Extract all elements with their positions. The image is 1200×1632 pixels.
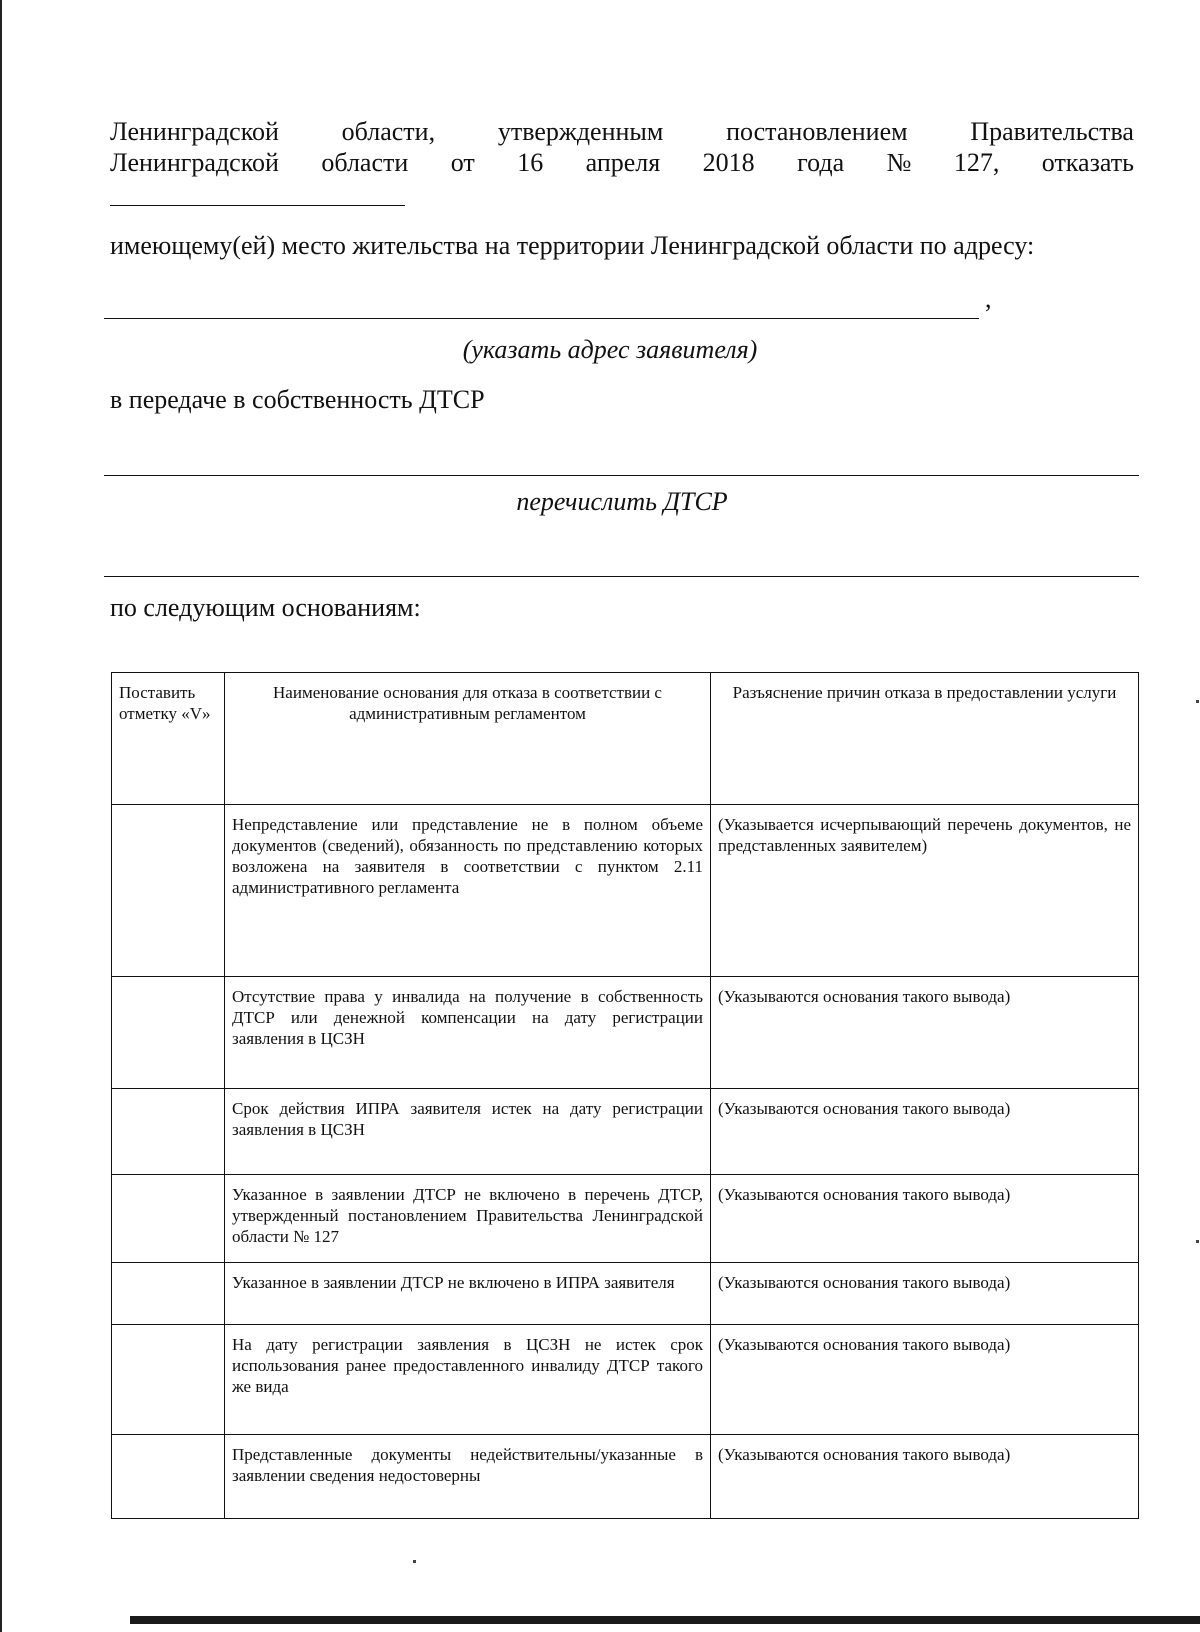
reason-cell: Указанное в заявлении ДТСР не включено в ИПРА заявителя	[225, 1263, 711, 1325]
mark-cell[interactable]	[112, 805, 225, 977]
word: от	[450, 148, 475, 177]
scan-edge-left	[0, 0, 2, 1632]
word: области,	[341, 117, 436, 146]
mark-cell[interactable]	[112, 1435, 225, 1519]
mark-cell[interactable]	[112, 1089, 225, 1175]
table-row	[112, 1175, 1139, 1263]
mark-cell[interactable]	[112, 1175, 225, 1263]
scan-mark	[1196, 700, 1199, 703]
table-row	[112, 1089, 1139, 1175]
explanation-cell: (Указываются основания такого вывода)	[711, 1263, 1139, 1325]
word: постановлением	[726, 117, 908, 146]
grounds-line: по следующим основаниям:	[110, 593, 421, 622]
header-reason	[225, 673, 711, 805]
reason-cell: Непредставление или представление не в полном объеме документов (сведений), обязанность по представлению которых возложена на заявителя в соответствии с пунктом 2.11 административного регламента	[225, 805, 711, 977]
table-row	[112, 805, 1139, 977]
explanation-cell: (Указываются основания такого вывода)	[711, 977, 1139, 1089]
reason-cell: Срок действия ИПРА заявителя истек на дату регистрации заявления в ЦСЗН	[225, 1089, 711, 1175]
mark-cell[interactable]	[112, 977, 225, 1089]
header-mark-text: Поставить отметку «V»	[119, 683, 211, 723]
word: Правительства	[970, 117, 1134, 146]
table-row	[112, 977, 1139, 1089]
reason-cell: Указанное в заявлении ДТСР не включено в перечень ДТСР, утвержденный постановлением Правительства Ленинградской области № 127	[225, 1175, 711, 1263]
paragraph-line-2	[110, 147, 1134, 179]
reason-cell: На дату регистрации заявления в ЦСЗН не истек срок использования ранее предоставленного инвалиду ДТСР такого же вида	[225, 1325, 711, 1435]
word: 16	[517, 148, 544, 177]
refusal-grounds-table	[111, 672, 1139, 1519]
scan-mark	[413, 1560, 416, 1563]
word: Ленинградской	[110, 148, 279, 177]
word: №	[886, 148, 912, 177]
word: отказать	[1041, 148, 1134, 177]
explanation-cell: (Указываются основания такого вывода)	[711, 1435, 1139, 1519]
applicant-name-blank[interactable]	[110, 205, 405, 206]
scan-edge-bottom	[130, 1616, 1200, 1624]
address-blank[interactable]	[104, 318, 979, 319]
header-mark	[112, 673, 225, 805]
word: апреля	[585, 148, 661, 177]
dtsr-blank-2[interactable]	[104, 576, 1139, 577]
dtsr-caption: перечислить ДТСР	[516, 487, 728, 516]
table-row	[112, 1325, 1139, 1435]
table-row	[112, 1435, 1139, 1519]
explanation-cell: (Указывается исчерпывающий перечень документов, не представленных заявителем)	[711, 805, 1139, 977]
reason-cell: Представленные документы недействительны/указанные в заявлении сведения недостоверны	[225, 1435, 711, 1519]
word: 2018	[702, 148, 755, 177]
word: утвержденным	[497, 117, 664, 146]
dtsr-blank-1[interactable]	[104, 475, 1139, 476]
explanation-cell: (Указываются основания такого вывода)	[711, 1325, 1139, 1435]
word: области	[321, 148, 409, 177]
paragraph-line-1	[110, 116, 1134, 148]
scan-mark	[1196, 1240, 1199, 1243]
word: года	[797, 148, 845, 177]
reason-cell: Отсутствие права у инвалида на получение в собственность ДТСР или денежной компенсации на дату регистрации заявления в ЦСЗН	[225, 977, 711, 1089]
table-header-row	[112, 673, 1139, 805]
residence-line: имеющему(ей) место жительства на территории Ленинградской области по адресу:	[110, 231, 1035, 260]
word: 127,	[953, 148, 1000, 177]
word: Ленинградской	[110, 117, 279, 146]
address-caption: (указать адрес заявителя)	[462, 335, 758, 364]
header-explanation	[711, 673, 1139, 805]
mark-cell[interactable]	[112, 1325, 225, 1435]
mark-cell[interactable]	[112, 1263, 225, 1325]
transfer-line: в передаче в собственность ДТСР	[110, 385, 485, 414]
header-explanation-text: Разъяснение причин отказа в предоставлении услуги	[732, 683, 1117, 702]
address-comma: ,	[985, 284, 992, 313]
header-reason-text: Наименование основания для отказа в соответствии с административным регламентом	[273, 683, 662, 723]
explanation-cell: (Указываются основания такого вывода)	[711, 1175, 1139, 1263]
explanation-cell: (Указываются основания такого вывода)	[711, 1089, 1139, 1175]
table-row	[112, 1263, 1139, 1325]
